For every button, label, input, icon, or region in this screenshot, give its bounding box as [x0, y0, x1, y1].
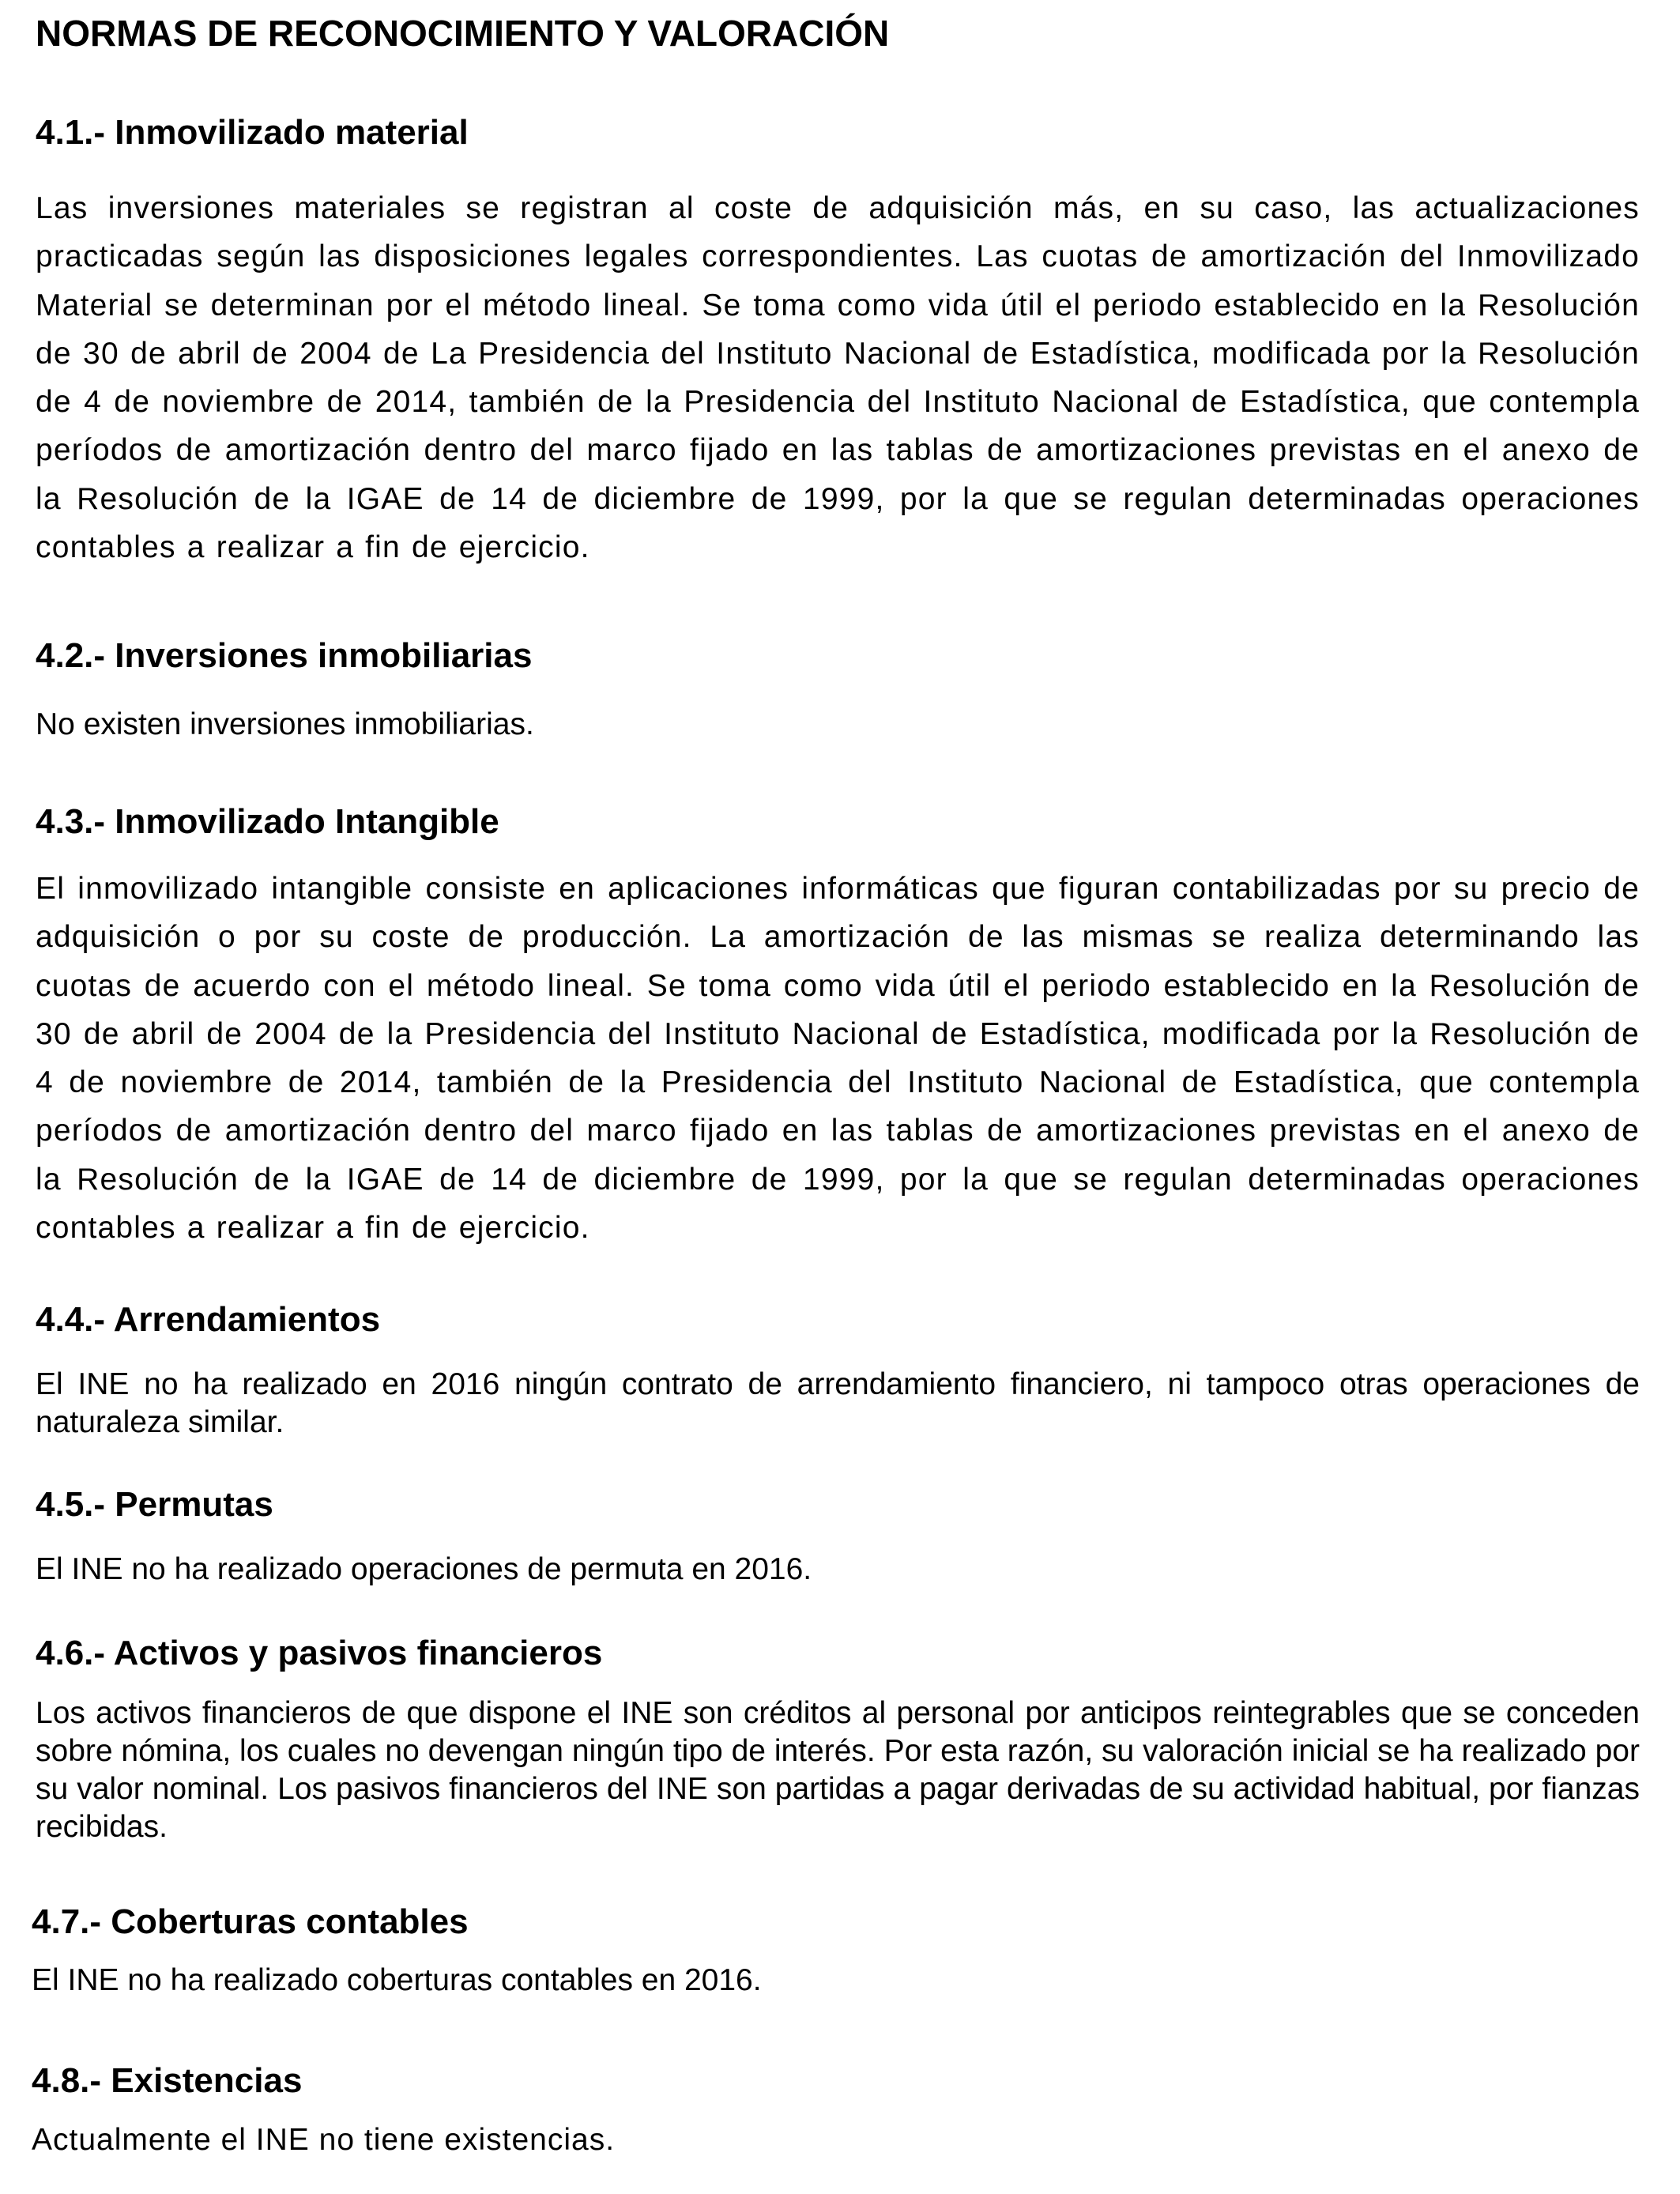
- section-heading-arrendamientos: 4.4.- Arrendamientos: [36, 1300, 381, 1339]
- section-heading-inversiones-inmobiliarias: 4.2.- Inversiones inmobiliarias: [36, 636, 533, 675]
- section-heading-coberturas-contables: 4.7.- Coberturas contables: [32, 1902, 469, 1941]
- section-body-existencias: Actualmente el INE no tiene existencias.: [32, 2123, 616, 2157]
- section-body-inversiones-inmobiliarias: No existen inversiones inmobiliarias.: [36, 707, 534, 741]
- section-body-permutas: El INE no ha realizado operaciones de permuta en 2016.: [36, 1552, 812, 1586]
- section-heading-activos-pasivos-financieros: 4.6.- Activos y pasivos financieros: [36, 1634, 603, 1672]
- section-heading-existencias: 4.8.- Existencias: [32, 2061, 303, 2100]
- section-body-inmovilizado-material: Las inversiones materiales se registran al coste de adquisición más, en su caso, las actualizaciones practicadas según las disposiciones legales correspondientes. Las cuotas de amortización del Inmovilizado Material se determinan por el método lineal. Se toma como vida útil el periodo establecido en la Resolución de 30 de abril de 2004 de La Presidencia del Instituto Nacional de Estadística, modificada por la Resolución de 4 de noviembre de 2014, también de la Presidencia del Instituto Nacional de Estadística, que contempla períodos de amortización dentro del marco fijado en las tablas de amortizaciones previstas en el anexo de la Resolución de la IGAE de 14 de diciembre de 1999, por la que se regulan determinadas operaciones contables a realizar a fin de ejercicio.: [36, 191, 1640, 565]
- section-body-arrendamientos: El INE no ha realizado en 2016 ningún contrato de arrendamiento financiero, ni tampoco otras operaciones de naturaleza similar.: [36, 1367, 1640, 1439]
- section-body-coberturas-contables: El INE no ha realizado coberturas contables en 2016.: [32, 1963, 762, 1997]
- section-body-inmovilizado-intangible: El inmovilizado intangible consiste en aplicaciones informáticas que figuran contabilizadas por su precio de adquisición o por su coste de producción. La amortización de las mismas se realiza determinando las cuotas de acuerdo con el método lineal. Se toma como vida útil el periodo establecido en la Resolución de 30 de abril de 2004 de la Presidencia del Instituto Nacional de Estadística, modificada por la Resolución de 4 de noviembre de 2014, también de la Presidencia del Instituto Nacional de Estadística, que contempla períodos de amortización dentro del marco fijado en las tablas de amortizaciones previstas en el anexo de la Resolución de la IGAE de 14 de diciembre de 1999, por la que se regulan determinadas operaciones contables a realizar a fin de ejercicio.: [36, 872, 1640, 1246]
- page-title: NORMAS DE RECONOCIMIENTO Y VALORACIÓN: [36, 13, 890, 54]
- section-heading-inmovilizado-intangible: 4.3.- Inmovilizado Intangible: [36, 802, 499, 841]
- section-body-activos-pasivos-financieros: Los activos financieros de que dispone el INE son créditos al personal por anticipos reintegrables que se conceden sobre nómina, los cuales no devengan ningún tipo de interés. Por esta razón, su valoración inicial se ha realizado por su valor nominal. Los pasivos financieros del INE son partidas a pagar derivadas de su actividad habitual, por fianzas recibidas.: [36, 1696, 1640, 1844]
- section-heading-inmovilizado-material: 4.1.- Inmovilizado material: [36, 113, 469, 152]
- section-heading-permutas: 4.5.- Permutas: [36, 1485, 273, 1524]
